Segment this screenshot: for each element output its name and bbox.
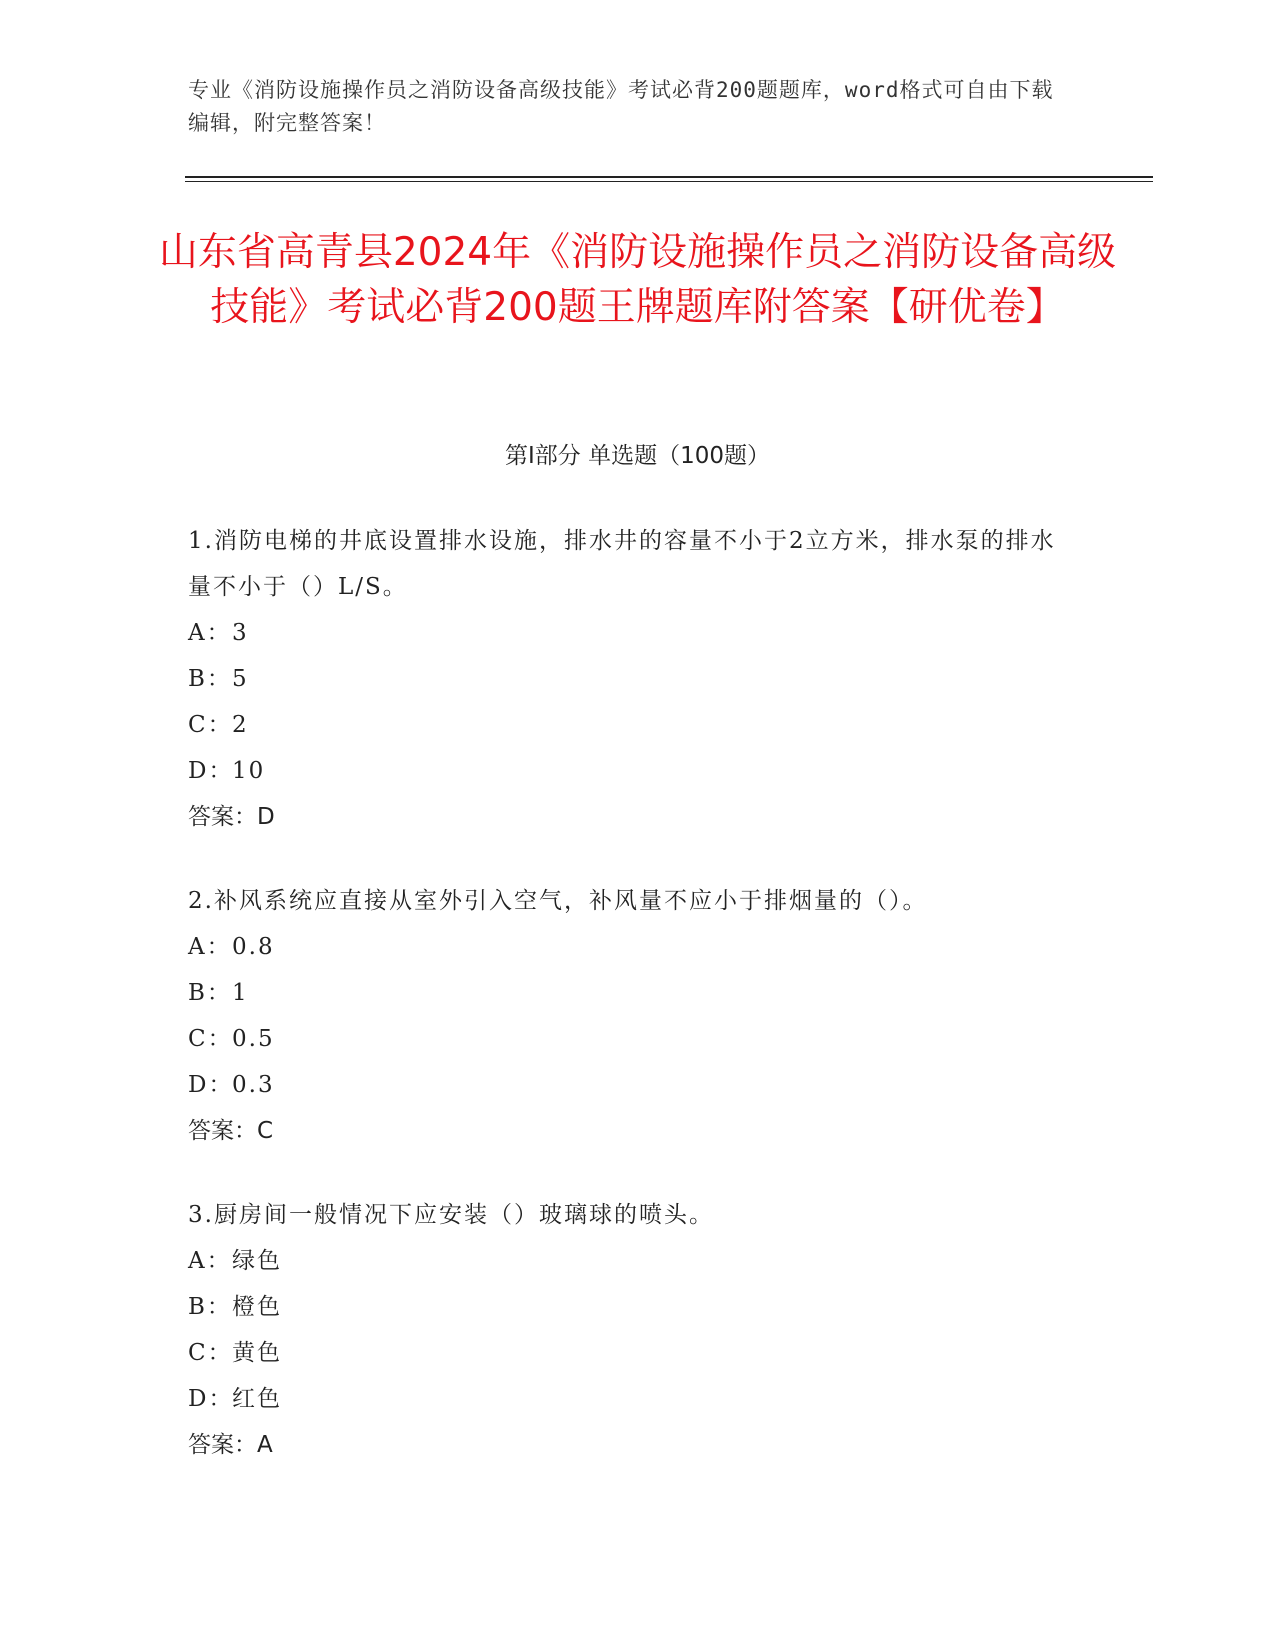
option-key: D： <box>188 1386 234 1412</box>
option-key: B： <box>188 1294 232 1320</box>
question-2 <box>188 878 1068 1154</box>
option-a <box>188 924 1068 970</box>
option-key: B： <box>188 666 232 692</box>
option-text: 5 <box>232 666 249 692</box>
option-c <box>188 702 1068 748</box>
option-text: 3 <box>232 620 249 646</box>
option-key: C： <box>188 712 233 738</box>
option-text: 红色 <box>232 1386 282 1412</box>
option-d <box>188 748 1068 794</box>
option-b <box>188 970 1068 1016</box>
header-divider <box>185 176 1153 178</box>
question-1 <box>188 518 1068 840</box>
option-a <box>188 610 1068 656</box>
option-key: D： <box>188 758 234 784</box>
option-text: 0.5 <box>232 1026 275 1052</box>
option-a <box>188 1238 1068 1284</box>
question-list <box>188 527 1068 1515</box>
section-title: 第I部分 单选题（100题） <box>505 443 770 469</box>
option-c <box>188 1016 1068 1062</box>
document-title: 山东省高青县2024年《消防设施操作员之消防设备高级技能》考试必背200题王牌题库附答案【研优卷】 <box>158 230 1117 330</box>
question-3 <box>188 1192 1068 1468</box>
option-key: A： <box>188 620 232 646</box>
option-text: 10 <box>232 758 266 784</box>
option-d <box>188 1062 1068 1108</box>
option-b <box>188 1284 1068 1330</box>
question-stem: 1.消防电梯的井底设置排水设施，排水井的容量不小于2立方米，排水泵的排水量不小于（）L/S。 <box>188 528 1056 600</box>
option-d <box>188 1376 1068 1422</box>
option-b <box>188 656 1068 702</box>
option-key: D： <box>188 1072 234 1098</box>
header-divider-thin <box>185 181 1153 182</box>
option-key: A： <box>188 934 232 960</box>
option-text: 橙色 <box>232 1294 282 1320</box>
option-c <box>188 1330 1068 1376</box>
option-text: 0.8 <box>232 934 275 960</box>
question-stem: 2.补风系统应直接从室外引入空气，补风量不应小于排烟量的（）。 <box>188 888 928 914</box>
answer: 答案：A <box>188 1432 273 1458</box>
option-text: 2 <box>232 712 249 738</box>
answer: 答案：D <box>188 804 275 830</box>
option-key: B： <box>188 980 232 1006</box>
option-key: A： <box>188 1248 232 1274</box>
answer: 答案：C <box>188 1118 274 1144</box>
header-note: 专业《消防设施操作员之消防设备高级技能》考试必背200题题库，word格式可自由下载编辑，附完整答案！ <box>188 78 1054 135</box>
option-key: C： <box>188 1340 233 1366</box>
option-text: 0.3 <box>232 1072 275 1098</box>
option-text: 1 <box>232 980 249 1006</box>
option-text: 黄色 <box>232 1340 282 1366</box>
option-text: 绿色 <box>232 1248 282 1274</box>
option-key: C： <box>188 1026 233 1052</box>
question-stem: 3.厨房间一般情况下应安装（）玻璃球的喷头。 <box>188 1202 714 1228</box>
